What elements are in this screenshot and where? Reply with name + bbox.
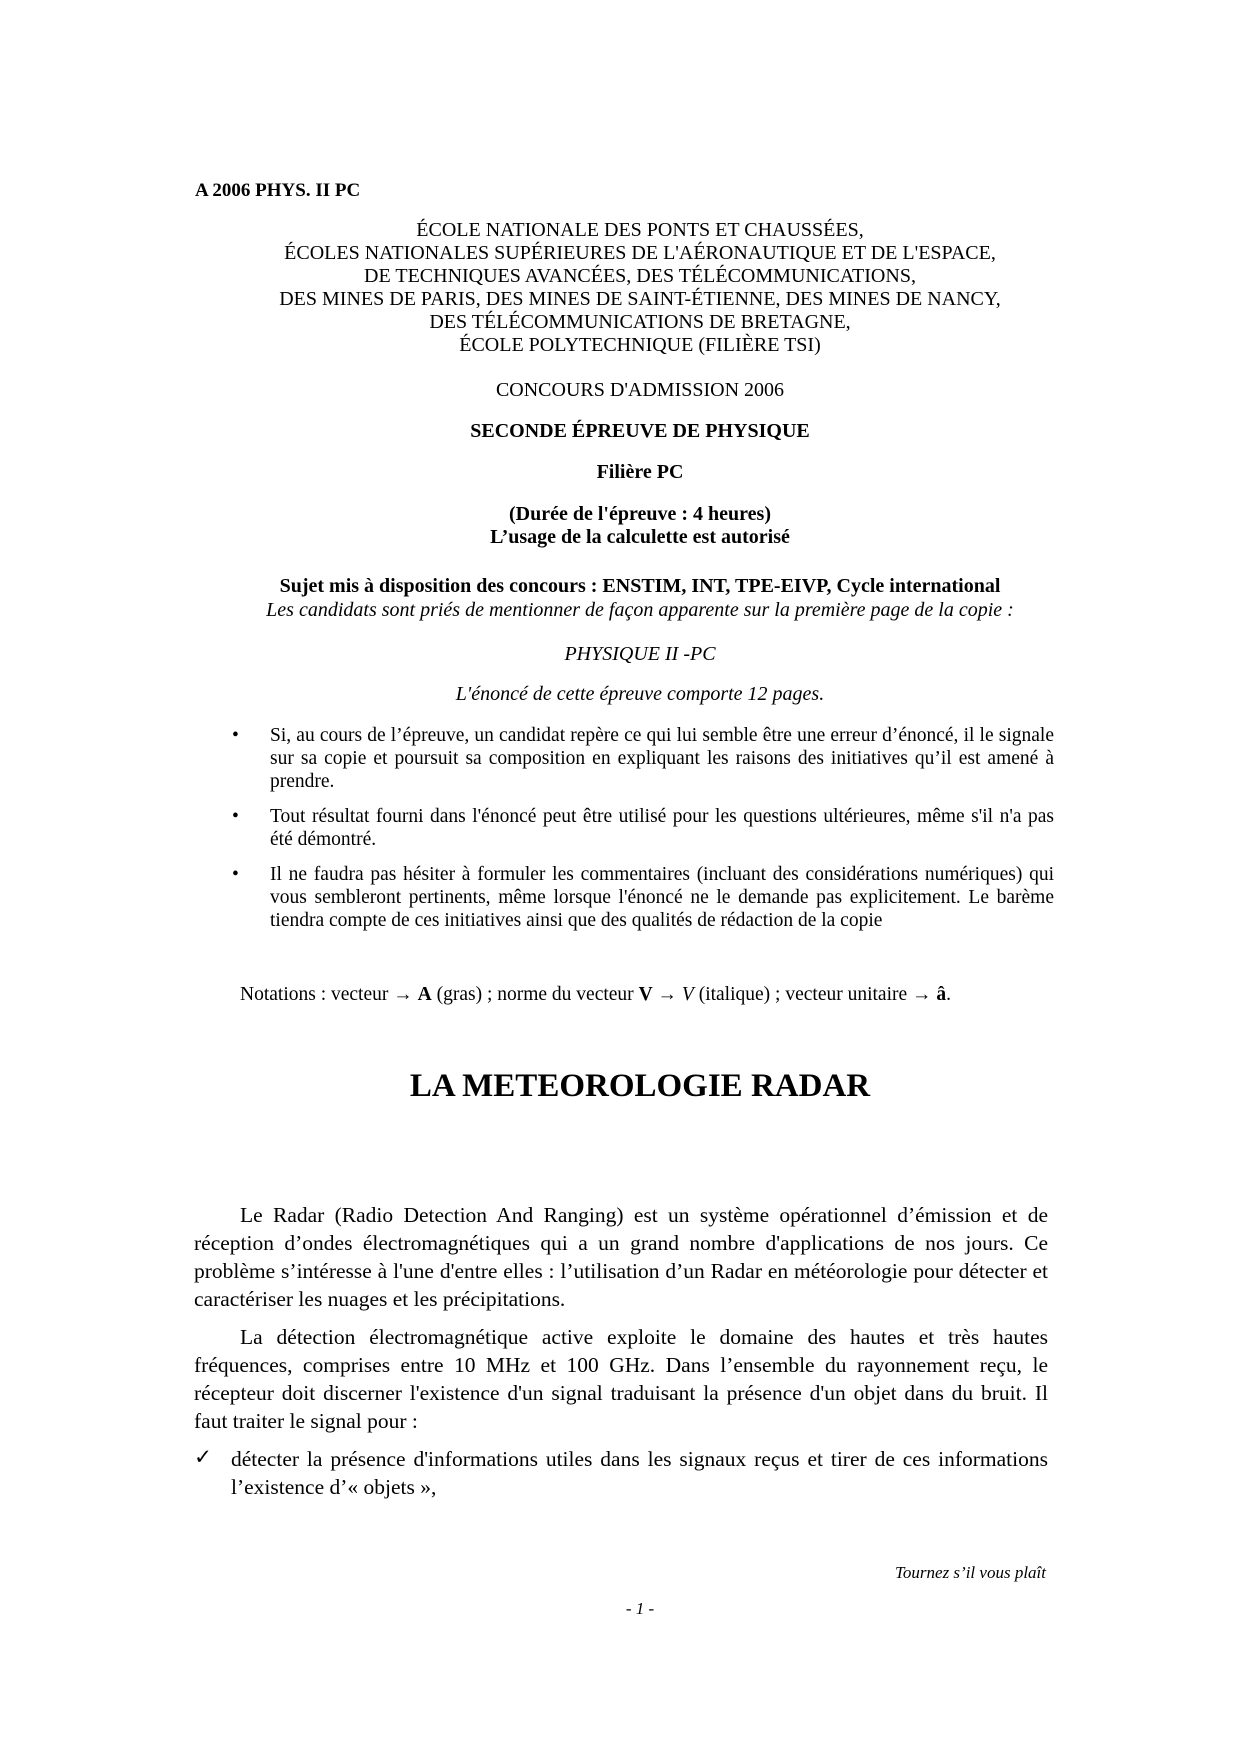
rule-text: Tout résultat fourni dans l'énoncé peut être utilisé pour les questions ultérieures, même s'il n'a pas été démontré. <box>270 806 1054 850</box>
notations-line <box>240 984 951 1006</box>
epreuve-title: SECONDE ÉPREUVE DE PHYSIQUE <box>470 420 810 442</box>
detection-paragraph: La détection électromagnétique active exploite le domaine des hautes et très hautes fréquences, comprises entre 10 MHz et 100 GHz. Dans l’ensemble du rayonnement reçu, le récepteur doit discerner l'existence d'un signal traduisant la présence d'un objet dans du bruit. Il faut traiter le signal pour : <box>194 1325 1048 1433</box>
norm-vector: V <box>638 984 653 1005</box>
candidates-instruction: Les candidats sont priés de mentionner de façon apparente sur la première page de la copie : <box>266 599 1014 621</box>
norm-desc: (italique) ; vecteur unitaire <box>698 984 908 1005</box>
rule-text: Si, au cours de l’épreuve, un candidat repère ce qui lui semble être une erreur d’énoncé, il le signale sur sa copie et poursuit sa composition en expliquant les raisons des initiatives qu’il est amené à prendre. <box>270 725 1054 792</box>
rules-list <box>232 724 1054 944</box>
calculator-note: L’usage de la calculette est autorisé <box>490 526 790 548</box>
arrow-icon: → <box>393 984 413 1005</box>
vector-desc: (gras) ; norme du vecteur <box>436 984 634 1005</box>
notations-prefix: Notations : vecteur <box>240 984 389 1005</box>
sujet-note: Sujet mis à disposition des concours : ENSTIM, INT, TPE-EIVP, Cycle international <box>279 575 1001 597</box>
notations-end: . <box>946 984 952 1005</box>
school-line: ÉCOLE NATIONALE DES PONTS ET CHAUSSÉES, <box>416 219 864 241</box>
school-line: DES TÉLÉCOMMUNICATIONS DE BRETAGNE, <box>429 311 851 333</box>
checkmark-icon: ✓ <box>194 1445 213 1469</box>
copy-label: PHYSIQUE II -PC <box>564 643 716 665</box>
list-item <box>232 724 1054 793</box>
vector-symbol: A <box>417 984 432 1005</box>
filiere-label: Filière PC <box>596 461 684 483</box>
page-count-note: L'énoncé de cette épreuve comporte 12 pages. <box>455 683 825 705</box>
problem-title: LA METEOROLOGIE RADAR <box>409 1068 871 1104</box>
bullet-icon: • <box>232 725 239 746</box>
exam-code: A 2006 PHYS. II PC <box>195 180 361 201</box>
checklist-item: détecter la présence d'informations utiles dans les signaux reçus et tirer de ces informations l’existence d’« objets », <box>231 1447 1048 1499</box>
school-line: DE TECHNIQUES AVANCÉES, DES TÉLÉCOMMUNICATIONS, <box>364 265 916 287</box>
school-line: ÉCOLE POLYTECHNIQUE (FILIÈRE TSI) <box>459 334 821 356</box>
school-line: DES MINES DE PARIS, DES MINES DE SAINT-ÉTIENNE, DES MINES DE NANCY, <box>279 288 1001 310</box>
school-line: ÉCOLES NATIONALES SUPÉRIEURES DE L'AÉRONAUTIQUE ET DE L'ESPACE, <box>284 242 996 264</box>
page-number: - 1 - <box>625 1599 655 1618</box>
bullet-icon: • <box>232 864 239 885</box>
arrow-icon: → <box>912 984 932 1005</box>
duration-note: (Durée de l'épreuve : 4 heures) <box>509 503 771 525</box>
list-item <box>232 805 1054 851</box>
norm-symbol: V <box>681 984 694 1005</box>
list-item <box>232 863 1054 932</box>
concours-title: CONCOURS D'ADMISSION 2006 <box>495 379 785 401</box>
unit-symbol: â <box>936 984 947 1005</box>
rule-text: Il ne faudra pas hésiter à formuler les commentaires (incluant des considérations numériques) qui vous sembleront pertinents, même lorsque l'énoncé ne le demande pas explicitement. Le barème tiendra compte de ces initiatives ainsi que des qualités de rédaction de la copie <box>270 864 1054 931</box>
school-list <box>0 219 1240 357</box>
arrow-icon: → <box>657 984 678 1005</box>
intro-paragraph: Le Radar (Radio Detection And Ranging) est un système opérationnel d’émission et de réception d’ondes électromagnétiques qui a un grand nombre d'applications de nos jours. Ce problème s’intéresse à l'une d'entre elles : l’utilisation d’un Radar en météorologie pour détecter et caractériser les nuages et les précipitations. <box>194 1203 1048 1311</box>
bullet-icon: • <box>232 806 239 827</box>
turn-page-note: Tournez s’il vous plaît <box>895 1563 1046 1582</box>
